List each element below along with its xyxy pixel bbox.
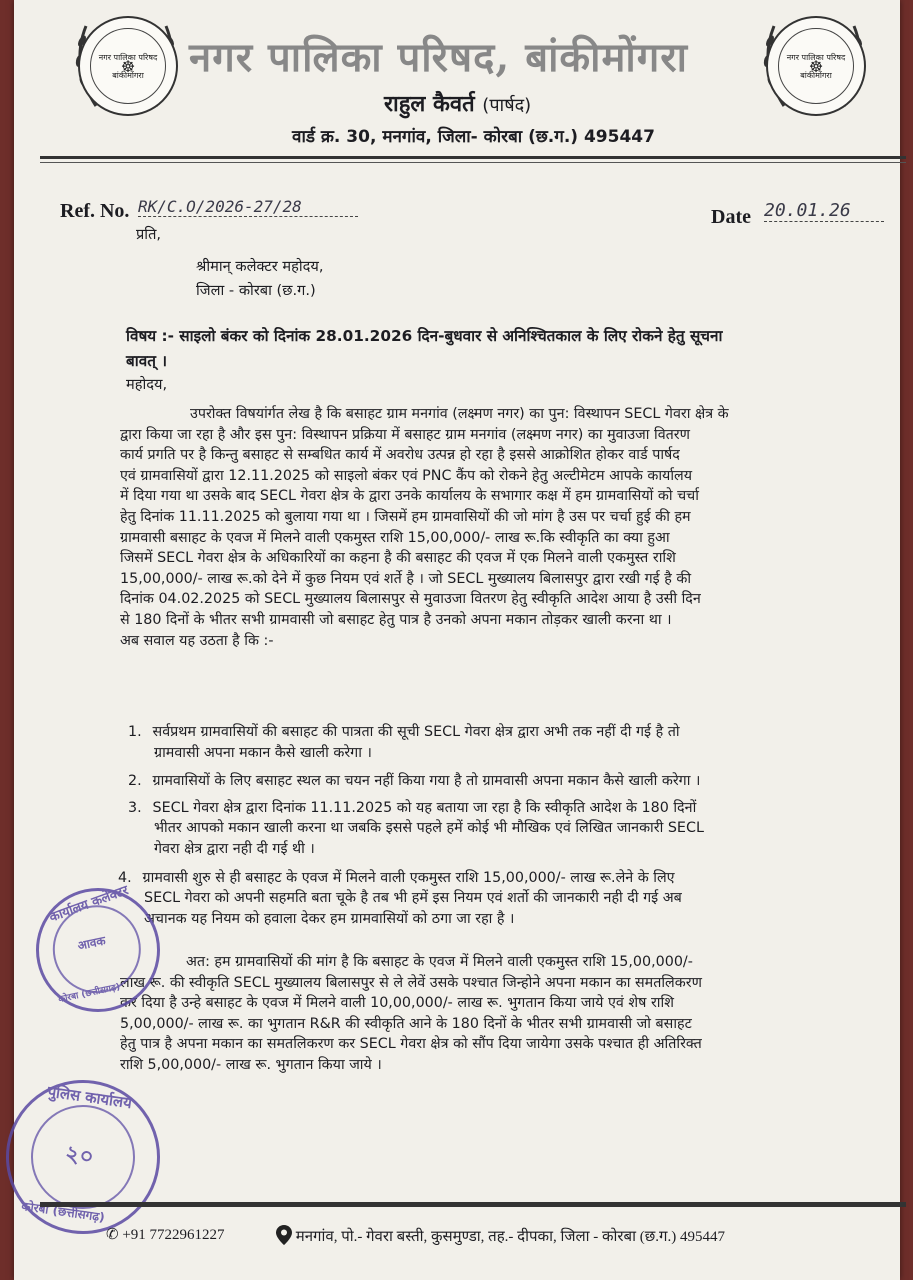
salutation: महोदय, [126, 376, 168, 393]
list-item-line: ग्रामवासी अपना मकान कैसे खाली करेगा । [154, 744, 372, 761]
organization-name: नगर पालिका परिषद, बांकीमोंगरा [189, 34, 689, 81]
closing-paragraph [120, 952, 868, 1076]
list-item [128, 798, 868, 860]
list-item-line: अचानक यह नियम को हवाला देकर हम ग्रामवासियों को ठगा जा रहा है । [144, 910, 515, 927]
recipient-prati: प्रति, [136, 226, 162, 243]
list-item [128, 722, 868, 763]
signature-mark-icon: ২০ [63, 1141, 96, 1171]
header-divider [40, 156, 906, 159]
municipal-emblem-left [78, 16, 178, 116]
closing-line: अत: हम ग्रामवासियों की मांग है कि बसाहट के एवज में मिलने वाली एकमुस्त राशि 15,00,000/- [186, 954, 693, 970]
list-item-line: ग्रामवासी शुरु से ही बसाहट के एवज में मिलने वाली एकमुस्त राशि 15,00,000/- लाख रू.लेने के लिए [142, 869, 675, 886]
emblem-top-text: नगर पालिका परिषद [786, 52, 846, 62]
ref-number: RK/C.O/2026-27/28 [138, 197, 358, 217]
letterhead-address: वार्ड क्र. 30, मनगांव, जिला- कोरबा (छ.ग.) 495447 [292, 127, 655, 147]
body-paragraph [120, 404, 868, 651]
collector-stamp-mid-text: आवक [76, 933, 107, 953]
municipal-emblem-right [766, 16, 866, 116]
list-item-number: 4. [118, 869, 132, 886]
recipient-line-1: श्रीमान् कलेक्टर महोदय, [196, 258, 324, 275]
list-item-line: भीतर आपको मकान खाली करना था जबकि इससे पहले हमें कोई भी मौखिक एवं लिखित जानकारी SECL [154, 820, 704, 837]
body-line: जिसमें SECL गेवरा क्षेत्र के अधिकारियों का कहना है की बसाहट की एवज में एक मिलने वाली एकमुस्त राशि [120, 550, 676, 567]
list-item-number: 2. [128, 773, 142, 790]
phone-icon: ✆ [106, 1227, 119, 1243]
body-line: द्वारा किया जा रहा है और इस पुन: विस्थापन प्रक्रिया में बसाहट ग्राम मनगांव (लक्ष्मण नगर) का मुवाउजा वितरण [120, 426, 690, 443]
closing-line: हेतु पात्र है अपना मकान का समतलिकरण कर SECL गेवरा क्षेत्र को सौंप दिया जायेगा उसके पश्चात ही अतिरिक्त [120, 1036, 702, 1053]
emblem-top-text: नगर पालिका परिषद [98, 52, 158, 62]
footer-phone [106, 1225, 225, 1244]
emblem-bottom-text: बांकीमोंगरा [112, 70, 144, 80]
list-item-number: 1. [128, 724, 142, 740]
emblem-figure-icon: ☸ [120, 56, 136, 76]
list-item [128, 771, 868, 792]
body-line: उपरोक्त विषयांर्गत लेख है कि बसाहट ग्राम मनगांव (लक्ष्मण नगर) का पुन: विस्थापन SECL गेवरा क्षेत्र के [190, 406, 729, 422]
body-line: एवं ग्रामवासियों द्वारा 12.11.2025 को साइलो बंकर एवं PNC कैंप को रोकने हेतु अल्टीमेटम आपके कार्यालय [120, 467, 693, 484]
councillor-name [384, 88, 531, 118]
list-item-line: SECL गेवरा क्षेत्र द्वारा दिनांक 11.11.2025 को यह बताया जा रहा है कि स्वीकृति आदेश के 180 दिनों [152, 799, 697, 816]
date-value: 20.01.26 [764, 200, 884, 222]
list-item-line: सर्वप्रथम ग्रामवासियों की बसाहट की पात्रता की सूची SECL गेवरा क्षेत्र द्वारा अभी तक नहीं दी गई है तो [152, 724, 680, 740]
closing-line: लाख रू. की स्वीकृति SECL मुख्यालय बिलासपुर से ले लेवें उसके पश्चात जिन्होने अपना मकान का समतलिकरण [120, 974, 702, 991]
emblem-bottom-text: बांकीमोंगरा [800, 70, 832, 80]
body-line: से 180 दिनों के भीतर सभी ग्रामवासी जो बसाहट हेतु पात्र है उनको अपना मकान तोड़कर खाली करना था । [120, 611, 672, 628]
date-label: Date [711, 206, 751, 228]
list-item-line: गेवरा क्षेत्र द्वारा नही दी गई थी । [154, 840, 315, 857]
collector-stamp-bottom-text: कोरबा (छत्तीसगढ़) [57, 982, 122, 1006]
subject-line-2: बावत् । [126, 352, 168, 370]
list-item-line: SECL गेवरा को अपनी सहमति बता चूके है तब भी हमें इस नियम एवं शर्तो की जानकारी नही दी गई अब [144, 890, 682, 907]
footer-divider [40, 1202, 906, 1207]
body-line: में दिया गया था उसके बाद SECL गेवरा क्षेत्र के द्वारा उनके कार्यालय के सभागार कक्ष में हम ग्रामवासियों को चर्चा [120, 488, 699, 505]
emblem-figure-icon: ☸ [808, 56, 824, 76]
police-stamp-top-text: पुलिस कार्यालय [46, 1082, 134, 1113]
list-item [118, 868, 868, 930]
letter-sheet [14, 0, 900, 1280]
closing-line: राशि 5,00,000/- लाख रू. भुगतान किया जाये । [120, 1056, 382, 1073]
closing-line: 5,00,000/- लाख रू. का भुगतान R&R की स्वीकृति आने के 180 दिनों के भीतर सभी ग्रामवासी जो बसाहट [120, 1015, 692, 1032]
recipient-line-2: जिला - कोरबा (छ.ग.) [196, 282, 316, 299]
numbered-list [118, 722, 868, 929]
councillor-name-text: राहुल कैवर्त [384, 92, 475, 117]
police-office-stamp [0, 1070, 170, 1244]
header-divider-thin [40, 162, 906, 163]
police-stamp-bottom-text: कोरबा (छत्तीसगढ़) [20, 1198, 106, 1225]
list-item-number: 3. [128, 799, 142, 816]
body-line: ग्रामवासी बसाहट के एवज में मिलने वाली एकमुस्त राशि 15,00,000/- लाख रू.कि स्वीकृति का क्या हुआ [120, 529, 670, 546]
ref-label: Ref. No. [60, 200, 130, 222]
designation: (पार्षद) [482, 95, 532, 116]
body-line: दिनांक 04.02.2025 को SECL मुख्यालय बिलासपुर से मुवाउजा वितरण हेतु स्वीकृति आदेश आया है उसी दिन [120, 591, 701, 608]
list-item-line: ग्रामवासियों के लिए बसाहट स्थल का चयन नहीं किया गया है तो ग्रामवासी अपना मकान कैसे खाली करेगा । [152, 773, 701, 790]
location-pin-icon [276, 1225, 292, 1245]
body-line: हेतु दिनांक 11.11.2025 को बुलाया गया था । जिसमें हम ग्रामवासियों की जो मांग है उस पर चर्चा हुई की हम [120, 508, 691, 525]
body-line: कार्य प्रगति पर है किन्तु बसाहट से सम्बधित कार्य में अवरोध उत्पन्न हो रहा है इससे आक्रोशित होकर वार्ड पार्षद [120, 447, 680, 464]
body-line: 15,00,000/- लाख रू.को देने में कुछ नियम एवं शर्ते है । जो SECL मुख्यालय बिलासपुर द्वारा रखी गई है की [120, 570, 692, 587]
subject-line-1: विषय :- साइलो बंकर को दिनांक 28.01.2026 दिन-बुधवार से अनिश्चितकाल के लिए रोकने हेतु सूचना [126, 327, 723, 345]
location-address: मनगांव, पो.- गेवरा बस्ती, कुसमुण्डा, तह.- दीपका, जिला - कोरबा (छ.ग.) 495447 [295, 1229, 725, 1245]
closing-line: कर दिया है उन्हे बसाहट के एवज में मिलने वाली 10,00,000/- लाख रू. भुगतान किया जाये एवं शेष राशि [120, 995, 674, 1012]
footer-location [276, 1225, 725, 1246]
phone-number: +91 7722961227 [122, 1227, 225, 1243]
body-line: अब सवाल यह उठता है कि :- [120, 632, 274, 649]
collector-stamp-top-text: कार्यालय कलेक्टर [47, 883, 131, 926]
